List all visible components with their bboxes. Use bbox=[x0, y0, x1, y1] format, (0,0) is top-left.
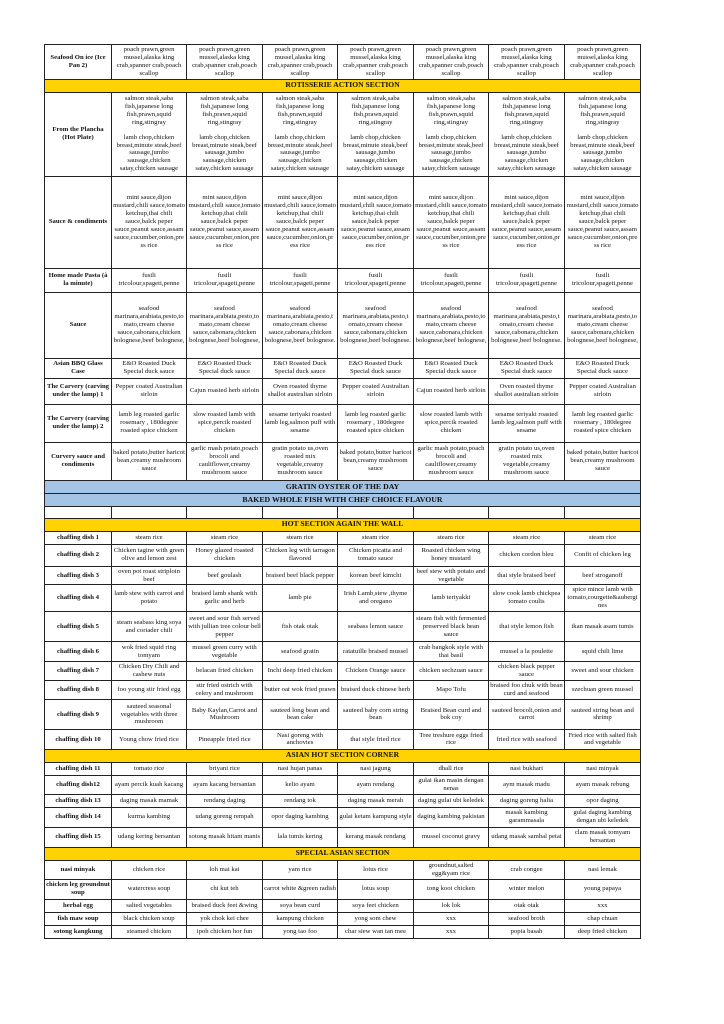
row-label: chaffing dish 13 bbox=[45, 794, 112, 807]
menu-cell-part: lamb chop,chicken breast,minute steak,beef sausage,jumbo sausage,chicken satay,chicken sausage bbox=[267, 133, 333, 173]
menu-cell: Oven roasted thyme shallot australian sirloin bbox=[489, 378, 565, 404]
menu-cell: lok lok bbox=[414, 899, 489, 912]
menu-cell-part: lamb chop,chicken breast,minute steak,beef sausage,jumbo sausage,chicken satay,chicken sausage bbox=[494, 133, 559, 173]
menu-cell: xxx bbox=[414, 925, 489, 938]
menu-cell: chicken rice bbox=[112, 860, 187, 879]
menu-cell-part: lamb chop,chicken breast,minute steak,beef sausage,jumbo sausage,chicken satay,chicken sausage bbox=[570, 133, 635, 173]
menu-cell: kelio ayam bbox=[263, 775, 338, 794]
menu-cell: lamb leg roasted garlic rosemary , 180degree roasted spice chicken bbox=[112, 404, 187, 442]
menu-row bbox=[45, 899, 641, 912]
row-label: fish maw soup bbox=[45, 912, 112, 925]
banner-row bbox=[45, 480, 641, 493]
menu-cell: Pepper coated Australian sirloin bbox=[338, 378, 414, 404]
menu-cell: Inchi deep fried chicken bbox=[263, 662, 338, 681]
row-label: From the Plancha (Hot Plate) bbox=[45, 92, 112, 176]
menu-row bbox=[45, 544, 641, 566]
menu-cell: beef stroganoff bbox=[565, 566, 641, 585]
menu-cell: seafood marinara,arabiata,pesto,t omato,cream cheese sauce,cabonara,chicken bolognese,beef bolognese. bbox=[489, 292, 565, 358]
menu-cell: wok fried squid ring tomyam bbox=[112, 642, 187, 662]
menu-cell: seafood marinara,arabiata,pesto,to mato,cream cheese sauce,cabonara,chicken bolognese,beef bolognese, bbox=[112, 292, 187, 358]
menu-cell: gratin potato us,oven roasted mix vegetable,creamy mushroom sauce bbox=[263, 442, 338, 480]
menu-cell: daging kambing pakistan bbox=[414, 807, 489, 827]
menu-cell: sesame teriyaki roasted lamb leg,salmon puff with sesame bbox=[489, 404, 565, 442]
menu-cell: daging masak merah bbox=[338, 794, 414, 807]
menu-cell: squid chili lime bbox=[565, 642, 641, 662]
menu-cell: E&O Roasted Duck Special duck sauce bbox=[414, 358, 489, 378]
menu-cell: poach prawn,green mussel,alaska king crab,spanner crab,poach scallop bbox=[112, 45, 187, 80]
blank-cell bbox=[414, 506, 489, 518]
menu-cell: thai style braised beef bbox=[489, 566, 565, 585]
menu-cell: char siew wan tan mee bbox=[338, 925, 414, 938]
menu-cell: ikan masak asam tumis bbox=[565, 612, 641, 642]
menu-cell: ayam percik kuah kacang bbox=[112, 775, 187, 794]
row-label: chaffing dish 10 bbox=[45, 729, 112, 749]
menu-cell: fish otak otak bbox=[263, 612, 338, 642]
menu-cell: seabass lemon sauce bbox=[338, 612, 414, 642]
row-label: chaffing dish 8 bbox=[45, 681, 112, 700]
menu-cell: Confit of chicken leg bbox=[565, 544, 641, 566]
menu-row bbox=[45, 662, 641, 681]
menu-row bbox=[45, 925, 641, 938]
menu-cell: lamb stew with carrot and potato bbox=[112, 585, 187, 612]
menu-cell: slow roasted lamb with spice,percik roasted chicken bbox=[414, 404, 489, 442]
row-label: chaffing dish12 bbox=[45, 775, 112, 794]
menu-cell bbox=[187, 92, 263, 176]
menu-cell: kurma kambing bbox=[112, 807, 187, 827]
menu-cell: ratatuille braised mussel bbox=[338, 642, 414, 662]
row-label: Sauce & condiments bbox=[45, 176, 112, 268]
menu-cell: steam rice bbox=[489, 531, 565, 544]
menu-cell: oven pot roast striploin beef bbox=[112, 566, 187, 585]
menu-cell: Honey glazed roasted chicken bbox=[187, 544, 263, 566]
menu-cell: braised foo chuk with bean curd and seafood bbox=[489, 681, 565, 700]
menu-cell: Nasi goreng with anchovies bbox=[263, 729, 338, 749]
menu-cell: E&O Roasted Duck Special duck sauce bbox=[565, 358, 641, 378]
menu-cell: salted vegetables bbox=[112, 899, 187, 912]
menu-cell: slow roasted lamb with spice,percik roasted chicken bbox=[187, 404, 263, 442]
banner-title: GRATIN OYSTER OF THE DAY bbox=[45, 480, 641, 493]
menu-cell: E&O Roasted Duck Special duck sauce bbox=[338, 358, 414, 378]
menu-cell: nasi bukhari bbox=[489, 762, 565, 775]
row-label: chaffing dish 4 bbox=[45, 585, 112, 612]
menu-row bbox=[45, 794, 641, 807]
menu-cell: beef stew with potato and vegetable bbox=[414, 566, 489, 585]
menu-cell: korean beef kimchi bbox=[338, 566, 414, 585]
row-label: The Carvery (carving under the lamp) 1 bbox=[45, 378, 112, 404]
menu-cell: garlic mash potato,poach brocoli and cauliflower,creamy mushroom sauce bbox=[414, 442, 489, 480]
menu-cell: yam rice bbox=[263, 860, 338, 879]
menu-cell: kerang masak rendang bbox=[338, 827, 414, 847]
menu-cell: xxx bbox=[565, 899, 641, 912]
menu-row bbox=[45, 531, 641, 544]
menu-cell: braised lamb shank with garlic and herb bbox=[187, 585, 263, 612]
menu-cell: clam masak tomyam bersantan bbox=[565, 827, 641, 847]
menu-cell: sauteed baby corn string bean bbox=[338, 699, 414, 729]
menu-cell: steam rice bbox=[187, 531, 263, 544]
menu-cell: mint sauce,dijon mustard,chili sauce,tomato ketchup,thai chili sauce,balck peper sauce,peanut sauce,assam sauce,cucumber,onion,pr ess rice bbox=[263, 176, 338, 268]
menu-body bbox=[45, 45, 641, 939]
menu-cell: sauteed brocoli,onion and carrot bbox=[489, 699, 565, 729]
menu-cell: popia basah bbox=[489, 925, 565, 938]
menu-cell: mint sauce,dijon mustard,chili sauce,tomato ketchup,thai chili sauce,balck peper sauce,peanut sauce,assam sauce,cucumber,onion,pre ss rice bbox=[565, 176, 641, 268]
menu-cell: stir fried ostrich with celery and mushroom bbox=[187, 681, 263, 700]
menu-cell: opor daging kambing bbox=[263, 807, 338, 827]
menu-cell: chicken cordon bleu bbox=[489, 544, 565, 566]
menu-cell-part: lamb chop,chicken breast,minute steak,beef sausage,jumbo sausage,chicken satay,chicken sausage bbox=[418, 133, 484, 173]
menu-row bbox=[45, 729, 641, 749]
menu-cell: loh mai kai bbox=[187, 860, 263, 879]
menu-cell: Pepper coated Australian sirloin bbox=[112, 378, 187, 404]
menu-cell: belacan fried chicken bbox=[187, 662, 263, 681]
menu-cell: lamb pie bbox=[263, 585, 338, 612]
menu-cell: Pepper coated Australian sirloin bbox=[565, 378, 641, 404]
section-header bbox=[45, 79, 641, 92]
menu-cell: xxx bbox=[414, 912, 489, 925]
menu-cell bbox=[112, 92, 187, 176]
menu-cell: sauteed long bean and bean cake bbox=[263, 699, 338, 729]
menu-cell: sweet and sour fish served with jullian tree colour bell pepper bbox=[187, 612, 263, 642]
menu-cell bbox=[565, 92, 641, 176]
row-label: chaffing dish 15 bbox=[45, 827, 112, 847]
menu-row bbox=[45, 585, 641, 612]
menu-cell: mussel a la poulette bbox=[489, 642, 565, 662]
menu-cell: thai style fried rice bbox=[338, 729, 414, 749]
menu-cell: poach prawn,green mussel,alaska king crab,spanner crab,poach scallop bbox=[414, 45, 489, 80]
menu-cell: udang masak sambal petai bbox=[489, 827, 565, 847]
menu-cell: fusili tricolour,spageti,penne bbox=[187, 268, 263, 292]
menu-cell-part: lamb chop,chicken breast,minute steak,beef sausage,jumbo sausage,chicken satay,chicken sausage bbox=[116, 133, 182, 173]
menu-cell: steam rice bbox=[414, 531, 489, 544]
menu-cell: Chicken leg with tarragon flavored bbox=[263, 544, 338, 566]
menu-cell: gulai ikan masin dengan nenas bbox=[414, 775, 489, 794]
menu-cell: fusili tricolour,spageti,penne bbox=[263, 268, 338, 292]
menu-cell: Baby Kaylan,Carrot and Mushroom bbox=[187, 699, 263, 729]
menu-cell: lotus soup bbox=[338, 879, 414, 899]
row-label: chaffing dish 5 bbox=[45, 612, 112, 642]
menu-cell bbox=[414, 92, 489, 176]
menu-cell: Chicken tagine with green olive and lemon zest bbox=[112, 544, 187, 566]
menu-cell: Tree treshure eggs fried rice bbox=[414, 729, 489, 749]
menu-row bbox=[45, 358, 641, 378]
menu-cell: otak otak bbox=[489, 899, 565, 912]
section-title: SPECIAL ASIAN SECTION bbox=[45, 847, 641, 860]
menu-cell: Mapo Tofu bbox=[414, 681, 489, 700]
menu-cell: rendang tok bbox=[263, 794, 338, 807]
row-label: Asian BBQ Glass Case bbox=[45, 358, 112, 378]
menu-cell: butter oat wok fried prawn bbox=[263, 681, 338, 700]
menu-cell: udang kering bersantan bbox=[112, 827, 187, 847]
menu-cell: fusili tricolour,spageti,penne bbox=[489, 268, 565, 292]
menu-row bbox=[45, 45, 641, 80]
menu-table bbox=[44, 44, 641, 939]
menu-cell: sauteed string bean and shrimp bbox=[565, 699, 641, 729]
menu-cell: E&O Roasted Duck Special duck sauce bbox=[112, 358, 187, 378]
menu-cell: chicken sechzuan sauce bbox=[414, 662, 489, 681]
menu-cell: nasi jagung bbox=[338, 762, 414, 775]
menu-cell: lamb leg roasted garlic rosemary , 180degree roasted spice chicken bbox=[565, 404, 641, 442]
menu-cell: chap chuan bbox=[565, 912, 641, 925]
menu-cell: Chicken Orange sauce bbox=[338, 662, 414, 681]
menu-cell: briyani rice bbox=[187, 762, 263, 775]
menu-cell: lala tumis kering bbox=[263, 827, 338, 847]
menu-cell: mint sauce,dijon mustard,chili sauce,tomato ketchup,thai chili sauce,balck peper sauce,peanut sauce,assam sauce,cucumber,onion,pre ss rice bbox=[112, 176, 187, 268]
menu-cell: E&O Roasted Duck Special duck sauce bbox=[187, 358, 263, 378]
menu-cell: aym masak madu bbox=[489, 775, 565, 794]
menu-cell: nasi lemak bbox=[565, 860, 641, 879]
menu-row bbox=[45, 775, 641, 794]
menu-cell-part: salmon steak,saba fish,japanese long fish,prawn,squid ring,stingray bbox=[426, 95, 476, 126]
menu-cell: braised duck chinese herb bbox=[338, 681, 414, 700]
menu-cell: steam rice bbox=[112, 531, 187, 544]
menu-cell: Braised Bean curd and bok coy bbox=[414, 699, 489, 729]
section-title: ASIAN HOT SECTION CORNER bbox=[45, 749, 641, 762]
menu-cell: ayam rendang bbox=[338, 775, 414, 794]
menu-cell: seafood gratin bbox=[263, 642, 338, 662]
row-label: chaffing dish 2 bbox=[45, 544, 112, 566]
menu-row bbox=[45, 807, 641, 827]
menu-cell: gulai ketam kampung style bbox=[338, 807, 414, 827]
menu-cell: steam rice bbox=[263, 531, 338, 544]
blank-cell bbox=[112, 506, 187, 518]
row-label: chaffing dish 3 bbox=[45, 566, 112, 585]
menu-row bbox=[45, 404, 641, 442]
menu-row bbox=[45, 292, 641, 358]
menu-cell-part: lamb chop,chicken breast,minute steak,beef sausage,jumbo sausage,chicken satay,chicken sausage bbox=[343, 133, 408, 173]
menu-cell: deep fried chicken bbox=[565, 925, 641, 938]
menu-cell: sauteed seasonal vegetables with three mushroom bbox=[112, 699, 187, 729]
menu-row bbox=[45, 442, 641, 480]
menu-cell: gulai daging kambing dengan ubi keledek bbox=[565, 807, 641, 827]
row-label: Home made Pasta (à la minute) bbox=[45, 268, 112, 292]
menu-cell: E&O Roasted Duck Special duck sauce bbox=[489, 358, 565, 378]
menu-cell: fusili tricolour,spageti,penne bbox=[338, 268, 414, 292]
menu-cell: chi kut teh bbox=[187, 879, 263, 899]
menu-cell: soya bean curd bbox=[263, 899, 338, 912]
blank-row bbox=[45, 506, 641, 518]
menu-cell: black chicken soup bbox=[112, 912, 187, 925]
menu-cell: Pineapple fried rice bbox=[187, 729, 263, 749]
blank-cell bbox=[489, 506, 565, 518]
menu-cell: fusili tricolour,spageti,penne bbox=[112, 268, 187, 292]
menu-cell: mint sauce,dijon mustard,chili sauce,tomato ketchup,thai chili sauce,balck peper sauce,peanut sauce,assam sauce,cucumber,onion,pre ss rice bbox=[187, 176, 263, 268]
section-title: ROTISSERIE ACTION SECTION bbox=[45, 79, 641, 92]
menu-cell: braised beef black pepper bbox=[263, 566, 338, 585]
menu-cell: poach prawn,green mussel,alaska king crab,spanner crab,poach scallop bbox=[187, 45, 263, 80]
menu-cell: young papaya bbox=[565, 879, 641, 899]
menu-row bbox=[45, 378, 641, 404]
menu-cell: slow cook lamb chickpea tomato coulis bbox=[489, 585, 565, 612]
menu-cell: crab bangkok style with thai basil bbox=[414, 642, 489, 662]
menu-cell: Irish Lamb,stew ,thyme and oregano bbox=[338, 585, 414, 612]
menu-cell: seafood marinara,arabiata,pesto,to mato,cream cheese sauce,cabonara,chicken bolognese,beef bolognese, bbox=[565, 292, 641, 358]
menu-cell bbox=[338, 92, 414, 176]
blank-cell bbox=[565, 506, 641, 518]
menu-cell bbox=[489, 92, 565, 176]
menu-cell-part: salmon steak,saba fish,japanese long fish,prawn,squid ring,stingray bbox=[200, 95, 249, 126]
menu-cell: seafood marinara,arabiata,pesto,t omato,cream cheese sauce,cabonara,chicken bolognese,beef bolognese. bbox=[263, 292, 338, 358]
menu-cell: soya feet chicken bbox=[338, 899, 414, 912]
menu-row bbox=[45, 642, 641, 662]
menu-cell: Cajun roasted herb sirloin bbox=[187, 378, 263, 404]
menu-cell: poach prawn,green mussel,alaska king crab,spanner crab,poach scallop bbox=[565, 45, 641, 80]
section-header bbox=[45, 847, 641, 860]
menu-cell: gratin potato us,oven roasted mix vegetable,creamy mushroom sauce bbox=[489, 442, 565, 480]
row-label: nasi minyak bbox=[45, 860, 112, 879]
menu-cell: sotong masak hitam manis bbox=[187, 827, 263, 847]
menu-cell: spice mince lamb with tomato,courgette&aubergines bbox=[565, 585, 641, 612]
menu-cell: fusili tricolour,spageti,penne bbox=[414, 268, 489, 292]
menu-row bbox=[45, 612, 641, 642]
row-label: The Carvery (carving under the lamp) 2 bbox=[45, 404, 112, 442]
row-label: Seafood On ice (Ice Pan 2) bbox=[45, 45, 112, 80]
menu-cell: E&O Roasted Duck Special duck sauce bbox=[263, 358, 338, 378]
menu-row bbox=[45, 566, 641, 585]
menu-row bbox=[45, 827, 641, 847]
menu-cell: lotus rice bbox=[338, 860, 414, 879]
menu-cell: masak kambing garammasala bbox=[489, 807, 565, 827]
menu-cell: winter melon bbox=[489, 879, 565, 899]
menu-row bbox=[45, 176, 641, 268]
row-label: chaffing dish 6 bbox=[45, 642, 112, 662]
menu-cell: daging masak mamak bbox=[112, 794, 187, 807]
menu-cell: steam fish with fermented preserved black bean sauce bbox=[414, 612, 489, 642]
menu-cell: braised duck feet &wing bbox=[187, 899, 263, 912]
menu-cell-part: salmon steak,saba fish,japanese long fish,prawn,squid ring,stingray bbox=[578, 95, 627, 126]
menu-cell: kampung chicken bbox=[263, 912, 338, 925]
menu-cell: poach prawn,green mussel,alaska king crab,spanner crab,poach scallop bbox=[489, 45, 565, 80]
menu-cell: steam seabass king soya and coriader chili bbox=[112, 612, 187, 642]
menu-cell: poach prawn,green mussel,alaska king crab,spanner crab,poach scallop bbox=[338, 45, 414, 80]
menu-cell: steamed chicken bbox=[112, 925, 187, 938]
menu-cell: foo young stir fried egg bbox=[112, 681, 187, 700]
menu-cell: yok chok kei chee bbox=[187, 912, 263, 925]
menu-cell: ipoh chicken hor fun bbox=[187, 925, 263, 938]
menu-cell: fried rice with seafood bbox=[489, 729, 565, 749]
menu-cell: dhall rice bbox=[414, 762, 489, 775]
menu-cell: rendang daging bbox=[187, 794, 263, 807]
menu-cell: udang goreng rempah bbox=[187, 807, 263, 827]
banner-row bbox=[45, 493, 641, 506]
menu-row bbox=[45, 699, 641, 729]
menu-cell: tong kooi chicken bbox=[414, 879, 489, 899]
row-label: chaffing dish 1 bbox=[45, 531, 112, 544]
menu-row bbox=[45, 92, 641, 176]
blank-cell bbox=[263, 506, 338, 518]
menu-cell: Chicken Dry Chili and cashew nuts bbox=[112, 662, 187, 681]
row-label: chaffing dish 7 bbox=[45, 662, 112, 681]
blank-cell bbox=[45, 506, 112, 518]
menu-cell: sweet and sour chicken bbox=[565, 662, 641, 681]
menu-row bbox=[45, 879, 641, 899]
menu-cell: Roasted chicken wing honey mustard bbox=[414, 544, 489, 566]
menu-cell: Chicken picatta and tomato sauce bbox=[338, 544, 414, 566]
menu-cell: poach prawn,green mussel,alaska king crab,spanner crab,poach scallop bbox=[263, 45, 338, 80]
blank-cell bbox=[187, 506, 263, 518]
menu-row bbox=[45, 762, 641, 775]
section-header bbox=[45, 518, 641, 531]
menu-cell: opor daging bbox=[565, 794, 641, 807]
row-label: sotong kangkung bbox=[45, 925, 112, 938]
menu-cell: thai style lemon fish bbox=[489, 612, 565, 642]
menu-cell: mint sauce,dijon mustard,chili sauce,tomato ketchup,thai chili sauce,balck peper sauce,peanut sauce,assam sauce,cucumber,onion,pr ess rice bbox=[489, 176, 565, 268]
blank-cell bbox=[338, 506, 414, 518]
menu-cell: beef goulash bbox=[187, 566, 263, 585]
menu-cell: lamb leg roasted garlic rosemary , 180degree roasted spice chicken bbox=[338, 404, 414, 442]
menu-cell: lamb teriyakki bbox=[414, 585, 489, 612]
menu-cell: yong tao foo bbox=[263, 925, 338, 938]
row-label: chaffing dish 14 bbox=[45, 807, 112, 827]
menu-row bbox=[45, 681, 641, 700]
menu-cell: daging gulai ubi keledek bbox=[414, 794, 489, 807]
menu-cell: Cajun roasted herb sirloin bbox=[414, 378, 489, 404]
menu-cell bbox=[263, 92, 338, 176]
menu-cell-part: salmon steak,saba fish,japanese long fish,prawn,squid ring,stingray bbox=[124, 95, 174, 126]
menu-cell: ayam masak rebung bbox=[565, 775, 641, 794]
menu-cell: crab congee bbox=[489, 860, 565, 879]
menu-cell: seafood broth bbox=[489, 912, 565, 925]
menu-row bbox=[45, 912, 641, 925]
banner-title: BAKED WHOLE FISH WITH CHEF CHOICE FLAVOUR bbox=[45, 493, 641, 506]
menu-cell-part: salmon steak,saba fish,japanese long fish,prawn,squid ring,stingray bbox=[275, 95, 325, 126]
menu-cell: fusili tricolour,spageti,penne bbox=[565, 268, 641, 292]
menu-cell: mint sauce,dijon mustard,chili sauce,tomato ketchup,thai chili sauce,balck peper sauce,peanut sauce,assam sauce,cucumber,onion,pr ess rice bbox=[338, 176, 414, 268]
menu-cell: garlic mash potato,poach brocoli and cauliflower,creamy mushroom sauce bbox=[187, 442, 263, 480]
menu-cell: steam rice bbox=[338, 531, 414, 544]
menu-cell-part: salmon steak,saba fish,japanese long fish,prawn,squid ring,stingray bbox=[351, 95, 400, 126]
menu-cell: Young chow fried rice bbox=[112, 729, 187, 749]
menu-cell: Oven roasted thyme shallot australian sirloin bbox=[263, 378, 338, 404]
row-label: Curvery sauce and condiments bbox=[45, 442, 112, 480]
menu-cell: baked potato,butter haricot bean,creamy mushroom sauce bbox=[338, 442, 414, 480]
menu-cell: steam rice bbox=[565, 531, 641, 544]
row-label: Sauce bbox=[45, 292, 112, 358]
menu-cell: carrot white &green radish bbox=[263, 879, 338, 899]
menu-cell: baked potato,butter haricot bean,creamy mushroom sauce bbox=[565, 442, 641, 480]
menu-cell-part: salmon steak,saba fish,japanese long fish,prawn,squid ring,stingray bbox=[502, 95, 551, 126]
menu-cell: mussel coconut gravy bbox=[414, 827, 489, 847]
menu-cell: daging goreng halia bbox=[489, 794, 565, 807]
menu-cell: ayam kacang bersantan bbox=[187, 775, 263, 794]
menu-cell: seafood marinara,arabiata,pesto,to mato,cream cheese sauce,cabonara,chicken bolognese,beef bolognese, bbox=[414, 292, 489, 358]
menu-cell: tomato rice bbox=[112, 762, 187, 775]
menu-cell: chicken black pepper sauce bbox=[489, 662, 565, 681]
menu-cell: seafood marinara,arabiata,pesto,t omato,cream cheese sauce,cabonara,chicken bolognese,beef bolognese. bbox=[338, 292, 414, 358]
menu-cell: watercress soup bbox=[112, 879, 187, 899]
menu-row bbox=[45, 268, 641, 292]
menu-cell: nasi minyak bbox=[565, 762, 641, 775]
menu-cell: groundnut,salted egg&yam rice bbox=[414, 860, 489, 879]
menu-row bbox=[45, 860, 641, 879]
section-header bbox=[45, 749, 641, 762]
menu-cell: Fried rice with salted fish and vegetable bbox=[565, 729, 641, 749]
menu-cell: sesame teriyaki roasted lamb leg,salmon puff with sesame bbox=[263, 404, 338, 442]
row-label: herbal egg bbox=[45, 899, 112, 912]
menu-cell: mint sauce,dijon mustard,chili sauce,tomato ketchup,thai chili sauce,balck peper sauce,peanut sauce,assam sauce,cucumber,onion,pre ss rice bbox=[414, 176, 489, 268]
row-label: chaffing dish 9 bbox=[45, 699, 112, 729]
menu-cell-part: lamb chop,chicken breast,minute steak,beef sausage,jumbo sausage,chicken satay,chicken sausage bbox=[192, 133, 257, 173]
menu-cell: yong som chew bbox=[338, 912, 414, 925]
menu-cell: mussel green curry with vegetable bbox=[187, 642, 263, 662]
menu-cell: seafood marinara,arabiata,pesto,to mato,cream cheese sauce,cabonara,chicken bolognese,beef bolognese, bbox=[187, 292, 263, 358]
row-label: chicken leg groundnut soup bbox=[45, 879, 112, 899]
section-title: HOT SECTION AGAIN THE WALL bbox=[45, 518, 641, 531]
row-label: chaffing dish 11 bbox=[45, 762, 112, 775]
menu-cell: nasi hujan panas bbox=[263, 762, 338, 775]
menu-cell: szechuan green mussel bbox=[565, 681, 641, 700]
menu-cell: baked potato,butter haricot bean,creamy mushroom sauce bbox=[112, 442, 187, 480]
